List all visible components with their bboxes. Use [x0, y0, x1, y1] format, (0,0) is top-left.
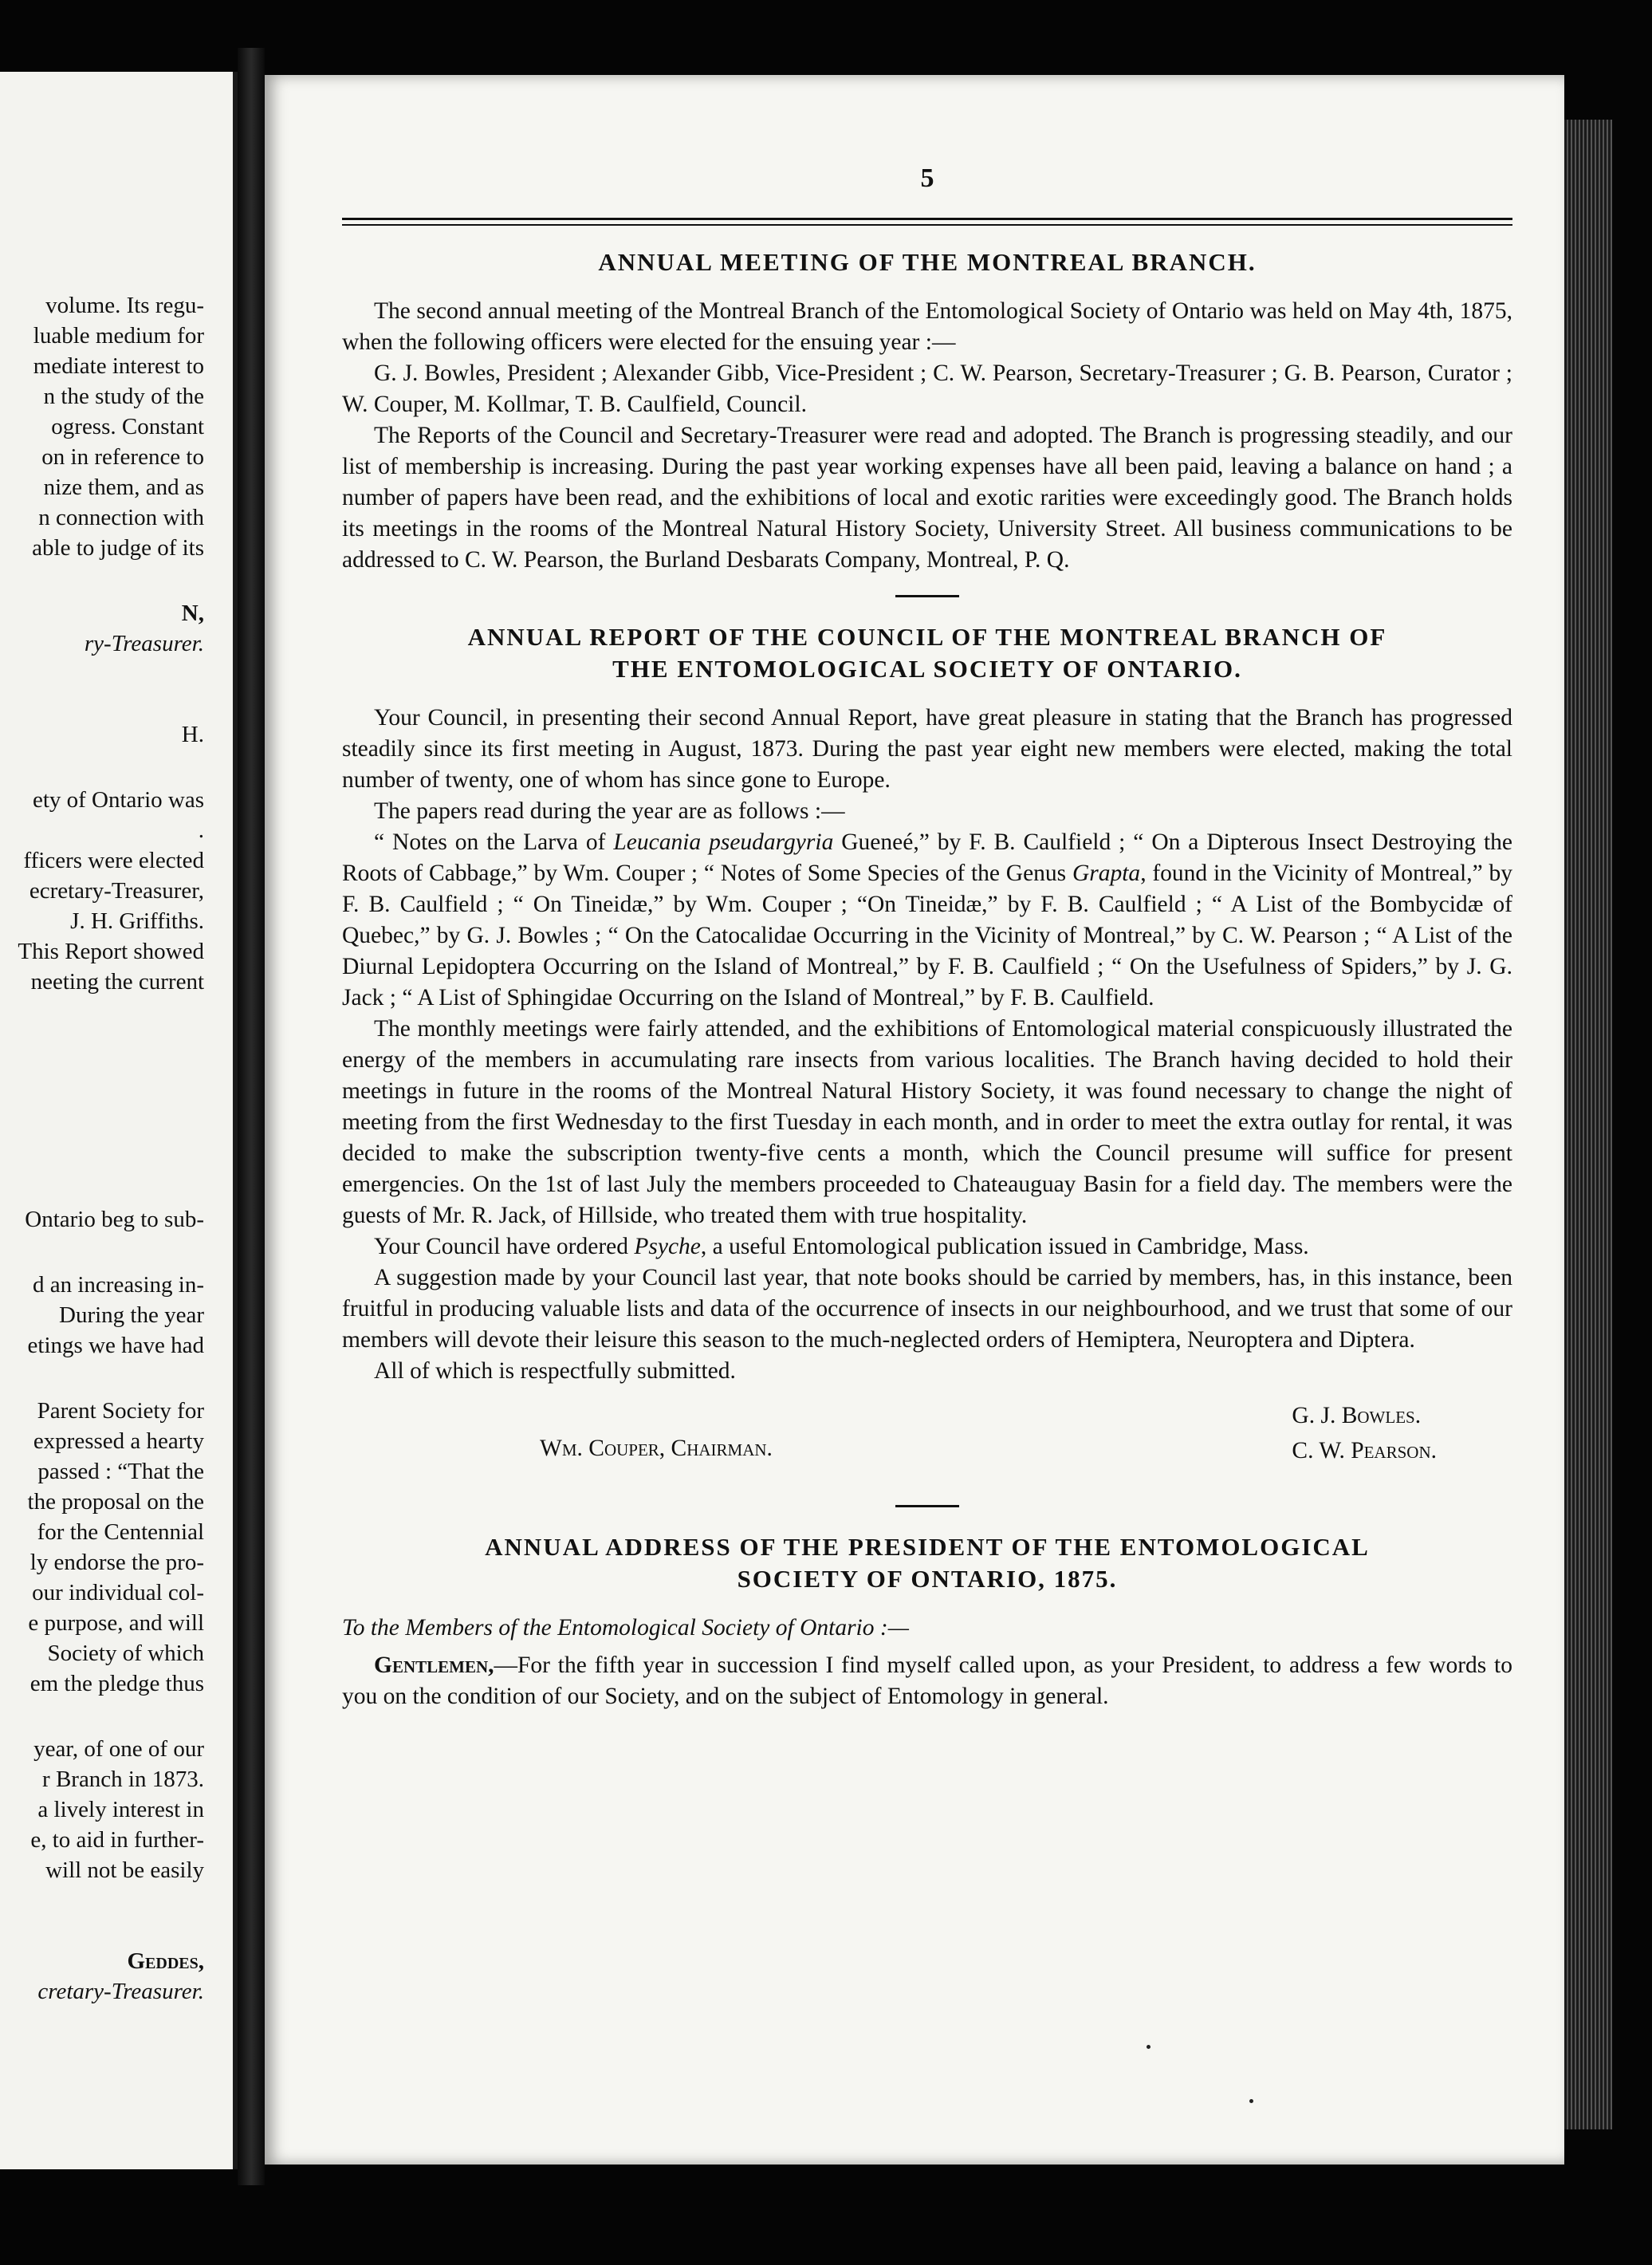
- left-line: cretary-Treasurer.: [37, 1979, 204, 2004]
- left-line: etings we have had: [27, 1333, 204, 1358]
- journal-name: Psyche: [634, 1234, 701, 1259]
- left-line: .: [198, 817, 204, 843]
- header-rule: [342, 218, 1512, 226]
- paragraph: Your Council, in presenting their second Annual Report, have great pleasure in stating that the Branch has progressed steadily since its first meeting in August, 1873. During the past year eight new members were elected, making the total number of twenty, one of whom has since gone to Europe.: [342, 705, 1512, 793]
- left-line: for the Centennial: [37, 1519, 204, 1545]
- page-edges: [1564, 120, 1612, 2129]
- left-line: ry-Treasurer.: [84, 631, 204, 656]
- title-line: THE ENTOMOLOGICAL SOCIETY OF ONTARIO.: [612, 655, 1242, 683]
- gentlemen-heading: Gentlemen,: [374, 1652, 494, 1678]
- chairman-signature: Wm. Couper, Chairman.: [540, 1436, 773, 1461]
- left-line: the proposal on the: [27, 1489, 204, 1515]
- left-line: luable medium for: [33, 323, 204, 349]
- left-line: nize them, and as: [43, 475, 204, 500]
- left-line: d an increasing in-: [32, 1272, 204, 1298]
- title-line: SOCIETY OF ONTARIO, 1875.: [737, 1565, 1118, 1593]
- text-run: Your Council have ordered: [374, 1234, 635, 1259]
- text-run: —For the fifth year in succession I find myself called upon, as your President, to address a few words to you on the condition of our Society, and on the subject of Entomology in general.: [342, 1652, 1512, 1709]
- papers-list: [342, 827, 1512, 1014]
- left-line: volume. Its regu-: [45, 293, 204, 318]
- left-line: neeting the current: [30, 969, 204, 995]
- page-text: [342, 163, 1512, 1712]
- left-line: This Report showed: [18, 939, 204, 964]
- genus-name: Grapta: [1072, 861, 1141, 886]
- text-run: “ Notes on the Larva of: [374, 829, 614, 855]
- left-line: ly endorse the pro-: [30, 1550, 204, 1575]
- signatory: G. J. Bowles.: [1292, 1403, 1422, 1428]
- left-line: fficers were elected: [23, 848, 204, 873]
- left-line: Parent Society for: [37, 1398, 204, 1424]
- paragraph: All of which is respectfully submitted.: [374, 1358, 736, 1384]
- text-run: , found in the Vicinity of Montreal,” by F. B. Caulfield ; “ On Tineidæ,” by Wm. Couper ; “On Tineidæ,” by F. B. Caulfield ; “ A List of the Bombycidæ of Quebec,” by G. J. Bowles ; “ On the Catocalidae Occurring in the Vicinity of Montreal,” by C. W. Pearson ; “ A List of the Diurnal Lepidoptera Occurring on the Island of Montreal,” by F. B. Caulfield ; “ On the Usefulness of Spiders,” by J. G. Jack ; “ A List of Sphingidae Occurring on the Island of Montreal,” by F. B. Caulfield.: [342, 861, 1512, 1010]
- speck: [1147, 2045, 1150, 2049]
- section-title-council-report: [342, 621, 1512, 685]
- left-line: expressed a hearty: [33, 1428, 204, 1454]
- left-line: on in reference to: [41, 444, 204, 470]
- title-line: ANNUAL REPORT OF THE COUNCIL OF THE MONTREAL BRANCH OF: [467, 623, 1387, 651]
- left-line: mediate interest to: [33, 353, 204, 379]
- section-divider: [895, 595, 959, 597]
- signatory: C. W. Pearson.: [1292, 1438, 1437, 1463]
- left-line: H.: [181, 722, 204, 747]
- page-5: [265, 75, 1564, 2165]
- paragraph: The papers read during the year are as follows :—: [374, 798, 845, 824]
- left-line: During the year: [59, 1302, 204, 1328]
- left-line: our individual col-: [32, 1580, 204, 1605]
- left-line: Society of which: [47, 1641, 204, 1666]
- left-line: passed : “That the: [37, 1459, 204, 1484]
- text-run: , a useful Entomological publication issued in Cambridge, Mass.: [700, 1234, 1309, 1259]
- previous-page-column: [0, 290, 204, 2007]
- left-line: ecretary-Treasurer,: [29, 878, 204, 904]
- left-line: year, of one of our: [33, 1736, 204, 1762]
- page-number: 5: [920, 163, 934, 193]
- paragraph: The second annual meeting of the Montreal Branch of the Entomological Society of Ontario was held on May 4th, 1875, when the following officers were elected for the ensuing year :—: [342, 298, 1512, 355]
- paragraph: The Reports of the Council and Secretary-Treasurer were read and adopted. The Branch is progressing steadily, and our list of membership is increasing. During the past year working expenses have all been paid, leaving a balance on hand ; a number of papers have been read, and the exhibitions of local and exotic rarities were exceedingly good. The Branch holds its meetings in the rooms of the Montreal Natural History Society, University Street. All business communications to be addressed to C. W. Pearson, the Burland Desbarats Company, Montreal, P. Q.: [342, 423, 1512, 573]
- salutation: To the Members of the Entomological Society of Ontario :—: [342, 1615, 909, 1641]
- left-line: n the study of the: [43, 384, 204, 409]
- speck: [1249, 2099, 1253, 2103]
- left-line: will not be easily: [45, 1857, 204, 1883]
- section-title-presidents-address: [342, 1531, 1512, 1595]
- left-line: em the pledge thus: [30, 1671, 204, 1696]
- left-line: able to judge of its: [32, 535, 204, 561]
- left-line: e, to aid in further-: [30, 1827, 204, 1853]
- left-line: Ontario beg to sub-: [25, 1207, 204, 1232]
- left-line: r Branch in 1873.: [42, 1767, 204, 1792]
- left-line: ety of Ontario was: [32, 787, 204, 813]
- section-divider: [895, 1505, 959, 1507]
- section-title-annual-meeting: ANNUAL MEETING OF THE MONTREAL BRANCH.: [598, 248, 1257, 276]
- book-gutter: [238, 48, 265, 2185]
- left-line: ogress. Constant: [51, 414, 204, 439]
- left-line: N,: [181, 601, 204, 626]
- left-line: Geddes,: [127, 1948, 204, 1974]
- left-line: n connection with: [38, 505, 204, 530]
- paragraph: A suggestion made by your Council last year, that note books should be carried by members, has, in this instance, been fruitful in producing valuable lists and data of the occurrence of insects in our neighbourhood, and we trust that some of our members will devote their leisure this season to the much-neglected orders of Hemiptera, Neuroptera and Diptera.: [342, 1265, 1512, 1353]
- left-line: J. H. Griffiths.: [70, 908, 204, 934]
- text-run: Gueneé,” by F. B. Caulfield ; “ On a Dipterous Insect Destroying the Roots of Cabbage,” by Wm. Couper ; “ Notes of Some Species of the Genus: [342, 829, 1513, 886]
- left-line: a lively interest in: [37, 1797, 204, 1822]
- paragraph: The monthly meetings were fairly attended, and the exhibitions of Entomological material conspicuously illustrated the energy of the members in accumulating rare insects from various localities. The Branch having decided to hold their meetings in future in the rooms of the Montreal Natural History Society, it was found necessary to change the night of meeting from the first Wednesday to the first Tuesday in each month, and in order to meet the extra outlay for rental, it was decided to make the subscription twenty-five cents a month, which the Council presume will suffice for present emergencies. On the 1st of last July the members proceeded to Chateauguay Basin for a field day. The members were the guests of Mr. R. Jack, of Hillside, who treated them with true hospitality.: [342, 1016, 1512, 1228]
- title-line: ANNUAL ADDRESS OF THE PRESIDENT OF THE ENTOMOLOGICAL: [485, 1533, 1370, 1561]
- signatory-block: [1292, 1398, 1437, 1468]
- species-name: Leucania pseudargyria: [613, 829, 834, 855]
- signatures: [342, 1392, 1512, 1486]
- previous-page-fragment: [0, 72, 238, 2169]
- officers-list: G. J. Bowles, President ; Alexander Gibb, Vice-President ; C. W. Pearson, Secretary-Treasurer ; G. B. Pearson, Curator ; W. Couper, M. Kollmar, T. B. Caulfield, Council.: [342, 360, 1512, 417]
- left-line: e purpose, and will: [28, 1610, 204, 1636]
- paragraph: [342, 1231, 1512, 1262]
- paragraph: [342, 1650, 1512, 1712]
